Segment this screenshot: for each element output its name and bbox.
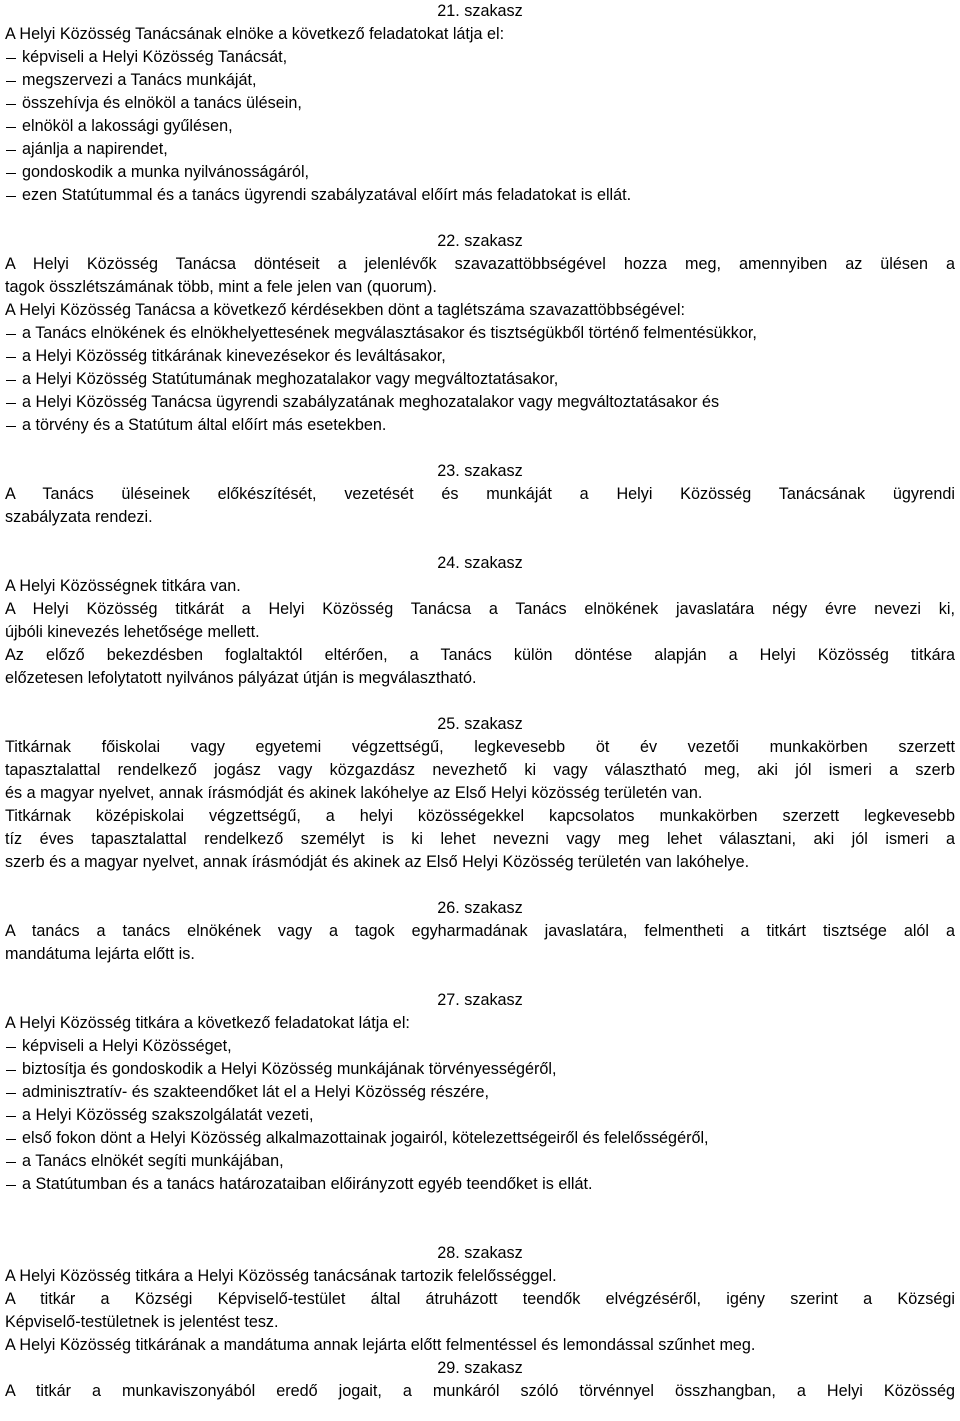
paragraph-gap bbox=[5, 207, 955, 230]
section bbox=[5, 690, 955, 874]
paragraph-gap bbox=[5, 1219, 955, 1242]
text-line: szerb és a magyar nyelvet, annak írásmódját és akinek az Első Helyi Közösség területén van lakóhelye. bbox=[5, 853, 750, 871]
section bbox=[5, 966, 955, 1196]
section-heading: 22. szakasz bbox=[437, 232, 523, 250]
paragraph-gap bbox=[5, 874, 955, 897]
text-line: tíz éves tapasztalattal rendelkező személyt is ki lehet nevezni vagy meg lehet választani, aki jól ismeri a bbox=[5, 830, 955, 848]
text-line: A Helyi Közösség titkára a következő feladatokat látja el: bbox=[5, 1014, 410, 1032]
list-item: ajánlja a napirendet, bbox=[5, 138, 955, 161]
list-item: a Tanács elnökének és elnökhelyettesének megválasztásakor és tisztségükből történő felmentésükkor, bbox=[5, 322, 955, 345]
list-item: a Helyi Közösség titkárának kinevezésekor és leváltásakor, bbox=[5, 345, 955, 368]
text-line: A tanács a tanács elnökének vagy a tagok egyharmadának javaslatára, felmentheti a titkárt tisztsége alól a bbox=[5, 922, 955, 940]
text-line: A Tanács üléseinek előkészítését, vezetését és munkáját a Helyi Közösség Tanácsának ügyrendi bbox=[5, 485, 955, 503]
list-item: a Helyi Közösség szakszolgálatát vezeti, bbox=[5, 1104, 955, 1127]
text-line: újbóli kinevezés lehetősége mellett. bbox=[5, 623, 260, 641]
list-item: megszervezi a Tanács munkáját, bbox=[5, 69, 955, 92]
text-line: A Helyi Közösség Tanácsa döntéseit a jelenlévők szavazattöbbségével hozza meg, amennyiben az ülésen a bbox=[5, 255, 955, 273]
list-item: a törvény és a Statútum által előírt más esetekben. bbox=[5, 414, 955, 437]
list-item: első fokon dönt a Helyi Közösség alkalmazottainak jogairól, kötelezettségeiről és felelősségéről, bbox=[5, 1127, 955, 1150]
section bbox=[5, 1357, 955, 1403]
text-line: Képviselő-testületnek is jelentést tesz. bbox=[5, 1313, 279, 1331]
text-line: Titkárnak főiskolai vagy egyetemi végzettségű, legkevesebb öt év vezetői munkakörben szerzett bbox=[5, 738, 955, 756]
paragraph-gap bbox=[5, 966, 955, 989]
section bbox=[5, 207, 955, 437]
text-line: Az előző bekezdésben foglaltaktól eltérően, a Tanács külön döntése alapján a Helyi Közösség titkára bbox=[5, 646, 955, 664]
text-line: A titkár a munkaviszonyából eredő jogait, a munkáról szóló törvénnyel összhangban, a Helyi Közösség bbox=[5, 1382, 955, 1400]
section-heading: 25. szakasz bbox=[437, 715, 523, 733]
document-page bbox=[5, 0, 955, 1403]
section-heading: 21. szakasz bbox=[437, 2, 523, 20]
paragraph-gap bbox=[5, 529, 955, 552]
list-item: a Helyi Közösség Tanácsa ügyrendi szabályzatának meghozatalakor vagy megváltoztatásakor és bbox=[5, 391, 955, 414]
text-line: szabályzata rendezi. bbox=[5, 508, 153, 526]
section-heading: 29. szakasz bbox=[437, 1359, 523, 1377]
list-item: adminisztratív- és szakteendőket lát el a Helyi Közösség részére, bbox=[5, 1081, 955, 1104]
list-item: a Statútumban és a tanács határozataiban előirányzott egyéb teendőket is ellát. bbox=[5, 1173, 955, 1196]
text-line: A Helyi Közösség titkárát a Helyi Közösség Tanácsa a Tanács elnökének javaslatára négy évre nevezi ki, bbox=[5, 600, 955, 618]
text-line: előzetesen lefolytatott nyilvános pályázat útján is megválasztható. bbox=[5, 669, 477, 687]
list-item: elnököl a lakossági gyűlésen, bbox=[5, 115, 955, 138]
text-line: Titkárnak középiskolai végzettségű, a helyi közösségekkel kapcsolatos munkakörben szerzett legkevesebb bbox=[5, 807, 955, 825]
text-line: A Helyi Közösség titkára a Helyi Közösség tanácsának tartozik felelősséggel. bbox=[5, 1267, 557, 1285]
list-item: képviseli a Helyi Közösséget, bbox=[5, 1035, 955, 1058]
section bbox=[5, 0, 955, 207]
list-item: összehívja és elnököl a tanács ülésein, bbox=[5, 92, 955, 115]
section-heading: 28. szakasz bbox=[437, 1244, 523, 1262]
text-line: A Helyi Közösségnek titkára van. bbox=[5, 577, 241, 595]
section-heading: 24. szakasz bbox=[437, 554, 523, 572]
text-line: A Helyi Közösség Tanácsának elnöke a következő feladatokat látja el: bbox=[5, 25, 505, 43]
list-item: gondoskodik a munka nyilvánosságáról, bbox=[5, 161, 955, 184]
text-line: A titkár a Községi Képviselő-testület által átruházott teendők elvégzéséről, igény szerint a Községi bbox=[5, 1290, 955, 1308]
section-heading: 23. szakasz bbox=[437, 462, 523, 480]
list-item: biztosítja és gondoskodik a Helyi Közösség munkájának törvényességéről, bbox=[5, 1058, 955, 1081]
text-line: tapasztalattal rendelkező jogász vagy közgazdász nevezhető ki vagy választható meg, aki jól ismeri a szerb bbox=[5, 761, 955, 779]
section-heading: 26. szakasz bbox=[437, 899, 523, 917]
text-line: tagok összlétszámának több, mint a fele jelen van (quorum). bbox=[5, 278, 437, 296]
list-item: a Helyi Közösség Statútumának meghozatalakor vagy megváltoztatásakor, bbox=[5, 368, 955, 391]
section bbox=[5, 529, 955, 690]
text-line: és a magyar nyelvet, annak írásmódját és akinek lakóhelye az Első Helyi közösség területén van. bbox=[5, 784, 703, 802]
paragraph-gap bbox=[5, 437, 955, 460]
paragraph-gap bbox=[5, 1196, 955, 1219]
list-item: ezen Statútummal és a tanács ügyrendi szabályzatával előírt más feladatokat is ellát. bbox=[5, 184, 955, 207]
text-line: A Helyi Közösség Tanácsa a következő kérdésekben dönt a taglétszáma szavazattöbbségével: bbox=[5, 301, 685, 319]
section bbox=[5, 437, 955, 529]
section bbox=[5, 1196, 955, 1357]
text-line: A Helyi Közösség titkárának a mandátuma annak lejárta előtt felmentéssel és lemondással szűnhet meg. bbox=[5, 1336, 756, 1354]
section bbox=[5, 874, 955, 966]
section-heading: 27. szakasz bbox=[437, 991, 523, 1009]
paragraph-gap bbox=[5, 690, 955, 713]
list-item: a Tanács elnökét segíti munkájában, bbox=[5, 1150, 955, 1173]
list-item: képviseli a Helyi Közösség Tanácsát, bbox=[5, 46, 955, 69]
text-line: mandátuma lejárta előtt is. bbox=[5, 945, 195, 963]
